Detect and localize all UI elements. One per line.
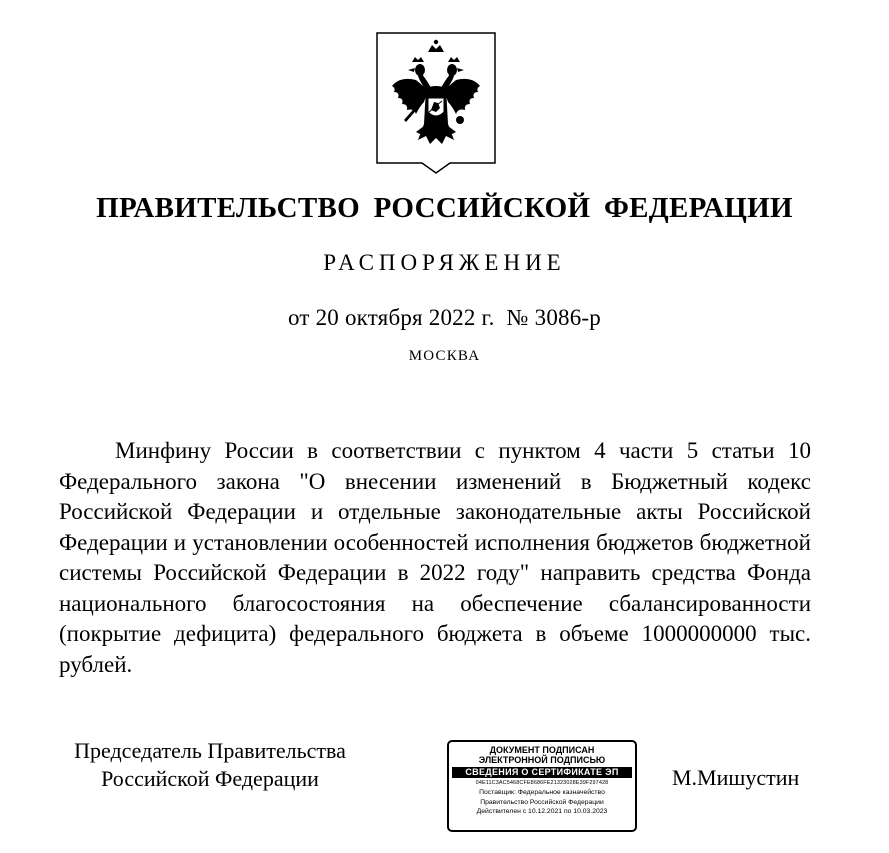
electronic-signature-stamp bbox=[447, 740, 637, 832]
stamp-provider: Поставщик: Федеральное казначейство bbox=[479, 789, 605, 796]
document-type: РАСПОРЯЖЕНИЕ bbox=[323, 250, 566, 275]
date-line bbox=[0, 305, 889, 331]
stamp-validity: Действителен с 10.12.2021 по 10.03.2023 bbox=[476, 808, 608, 815]
body-paragraph: Минфину России в соответствии с пунктом 4 части 5 статьи 10 Федерального закона "О внесении изменений в Бюджетный кодекс Российской Федерации и отдельные законодательные акты Российской Федерации и установлении особенностей исполнения бюджетов бюджетной системы Российской Федерации в 2022 году" направить средства Фонда национального благосостояния на обеспечение сбалансированности (покрытие дефицита) федерального бюджета в объеме 1000000000 тыс. рублей. bbox=[59, 438, 811, 677]
government-title: ПРАВИТЕЛЬСТВО РОССИЙСКОЙ ФЕДЕРАЦИИ bbox=[96, 192, 793, 224]
coat-of-arms-icon bbox=[376, 32, 496, 174]
stamp-serial: 04E11C3AC5468CFE8686FE21323028E39F297428 bbox=[475, 780, 609, 786]
document-date: от 20 октября 2022 г. bbox=[288, 305, 495, 330]
signer-position-line1: Председатель Правительства bbox=[74, 738, 346, 763]
stamp-title-line1: ДОКУМЕНТ ПОДПИСАН bbox=[489, 745, 595, 755]
signer-position-line2: Российской Федерации bbox=[101, 766, 319, 791]
stamp-certificate-header: СВЕДЕНИЯ О СЕРТИФИКАТЕ ЭП bbox=[452, 767, 632, 778]
signer-position bbox=[55, 737, 365, 793]
stamp-owner: Правительство Российской Федерации bbox=[480, 798, 604, 806]
signer-name: М.Мишустин bbox=[672, 765, 800, 790]
stamp-title-line2: ЭЛЕКТРОННОЙ ПОДПИСЬЮ bbox=[478, 755, 606, 765]
document-number: № 3086-р bbox=[506, 305, 601, 330]
city: МОСКВА bbox=[408, 348, 481, 364]
